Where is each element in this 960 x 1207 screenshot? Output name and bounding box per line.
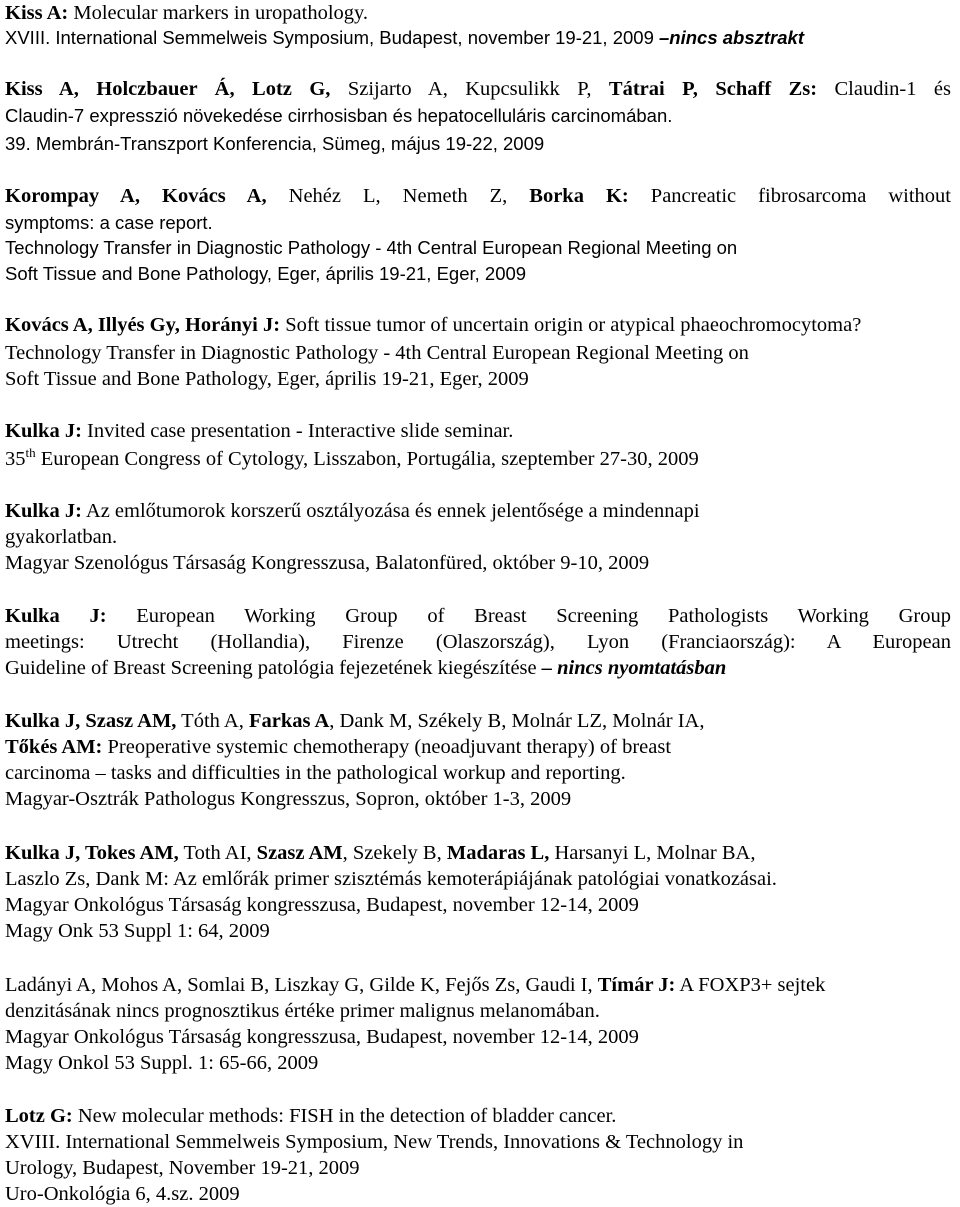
entry-9-venue: Magyar Onkológus Társaság kongresszusa, Budapest, november 12-14, 2009 bbox=[5, 894, 639, 916]
entry-5-authors-title: Kulka J: Invited case presentation - Interactive slide seminar. bbox=[5, 420, 514, 442]
entry-11-citation: Uro-Onkológia 6, 4.sz. 2009 bbox=[5, 1183, 240, 1205]
entry-3-venue-cont: Soft Tissue and Bone Pathology, Eger, április 19-21, Eger, 2009 bbox=[5, 263, 527, 284]
entry-10-citation: Magy Onkol 53 Suppl. 1: 65-66, 2009 bbox=[5, 1052, 319, 1074]
entry-7-title-cont: meetings: Utrecht (Hollandia), Firenze (Olaszország), Lyon (Franciaország): A European bbox=[5, 631, 951, 653]
entry-3-venue: Technology Transfer in Diagnostic Pathology - 4th Central European Regional Meeting on bbox=[5, 237, 738, 258]
entry-3-title: symptoms: a case report. bbox=[5, 212, 213, 233]
entry-7-title-end: Guideline of Breast Screening patológia fejezetének kiegészítése – nincs nyomtatásban bbox=[5, 657, 727, 679]
entry-9-citation: Magy Onk 53 Suppl 1: 64, 2009 bbox=[5, 920, 270, 942]
entry-8-venue: Magyar-Osztrák Pathologus Kongresszus, Sopron, október 1-3, 2009 bbox=[5, 788, 572, 810]
entry-8-authors-title: Tőkés AM: Preoperative systemic chemotherapy (neoadjuvant therapy) of breast bbox=[5, 736, 672, 758]
entry-11-venue: XVIII. International Semmelweis Symposium, New Trends, Innovations & Technology in bbox=[5, 1131, 744, 1153]
entry-7-authors-title: Kulka J: European Working Group of Breast Screening Pathologists Working Group bbox=[5, 605, 951, 627]
entry-6-title-cont: gyakorlatban. bbox=[5, 526, 118, 548]
entry-1-note: –nincs absztrakt bbox=[659, 27, 804, 48]
entry-10-title-cont: denzitásának nincs prognosztikus értéke primer malignus melanomában. bbox=[5, 1000, 600, 1022]
entry-10-venue: Magyar Onkológus Társaság kongresszusa, Budapest, november 12-14, 2009 bbox=[5, 1026, 639, 1048]
entry-8-title-cont: carcinoma – tasks and difficulties in the pathological workup and reporting. bbox=[5, 762, 626, 784]
entry-4-venue-cont: Soft Tissue and Bone Pathology, Eger, április 19-21, Eger, 2009 bbox=[5, 368, 529, 390]
entry-8-authors: Kulka J, Szasz AM, Tóth A, Farkas A, Dank M, Székely B, Molnár LZ, Molnár IA, bbox=[5, 710, 705, 732]
entry-7-note: – nincs nyomtatásban bbox=[541, 657, 727, 679]
entry-2-venue: 39. Membrán-Transzport Konferencia, Sümeg, május 19-22, 2009 bbox=[5, 133, 545, 154]
entry-10-authors-title: Ladányi A, Mohos A, Somlai B, Liszkay G, Gilde K, Fejős Zs, Gaudi I, Tímár J: A FOXP3+ sejtek bbox=[5, 974, 826, 996]
entry-1-authors: Kiss A: bbox=[5, 2, 69, 24]
entry-11-venue-cont: Urology, Budapest, November 19-21, 2009 bbox=[5, 1157, 360, 1179]
entry-1-authors-title bbox=[5, 0, 368, 26]
entry-4-authors-title: Kovács A, Illyés Gy, Horányi J: Soft tissue tumor of uncertain origin or atypical phaeochromocytoma? bbox=[5, 314, 862, 336]
entry-6-authors-title: Kulka J: Az emlőtumorok korszerű osztályozása és ennek jelentősége a mindennapi bbox=[5, 500, 700, 522]
entry-2-authors-title: Kiss A, Holczbauer Á, Lotz G, Szijarto A, Kupcsulikk P, Tátrai P, Schaff Zs: Claudin-1 és bbox=[5, 78, 951, 100]
entry-9-authors: Kulka J, Tokes AM, Toth AI, Szasz AM, Szekely B, Madaras L, Harsanyi L, Molnar BA, bbox=[5, 842, 756, 864]
entry-6-venue: Magyar Szenológus Társaság Kongresszusa, Balatonfüred, október 9-10, 2009 bbox=[5, 552, 650, 574]
entry-4-venue: Technology Transfer in Diagnostic Pathology - 4th Central European Regional Meeting on bbox=[5, 342, 749, 364]
entry-11-authors-title: Lotz G: New molecular methods: FISH in the detection of bladder cancer. bbox=[5, 1105, 617, 1127]
entry-9-title: Laszlo Zs, Dank M: Az emlőrák primer szisztémás kemoterápiájának patológiai vonatkozásai. bbox=[5, 868, 777, 890]
entry-5-venue: 35th European Congress of Cytology, Lisszabon, Portugália, szeptember 27-30, 2009 bbox=[5, 445, 699, 470]
entry-1-venue: XVIII. International Semmelweis Symposium, Budapest, november 19-21, 2009 –nincs absztrakt bbox=[5, 27, 804, 48]
entry-1-title: Molecular markers in uropathology. bbox=[68, 2, 369, 24]
entry-2-title: Claudin-7 expresszió növekedése cirrhosisban és hepatocelluláris carcinomában. bbox=[5, 105, 673, 126]
entry-3-authors-title: Korompay A, Kovács A, Nehéz L, Nemeth Z, Borka K: Pancreatic fibrosarcoma without bbox=[5, 185, 951, 207]
